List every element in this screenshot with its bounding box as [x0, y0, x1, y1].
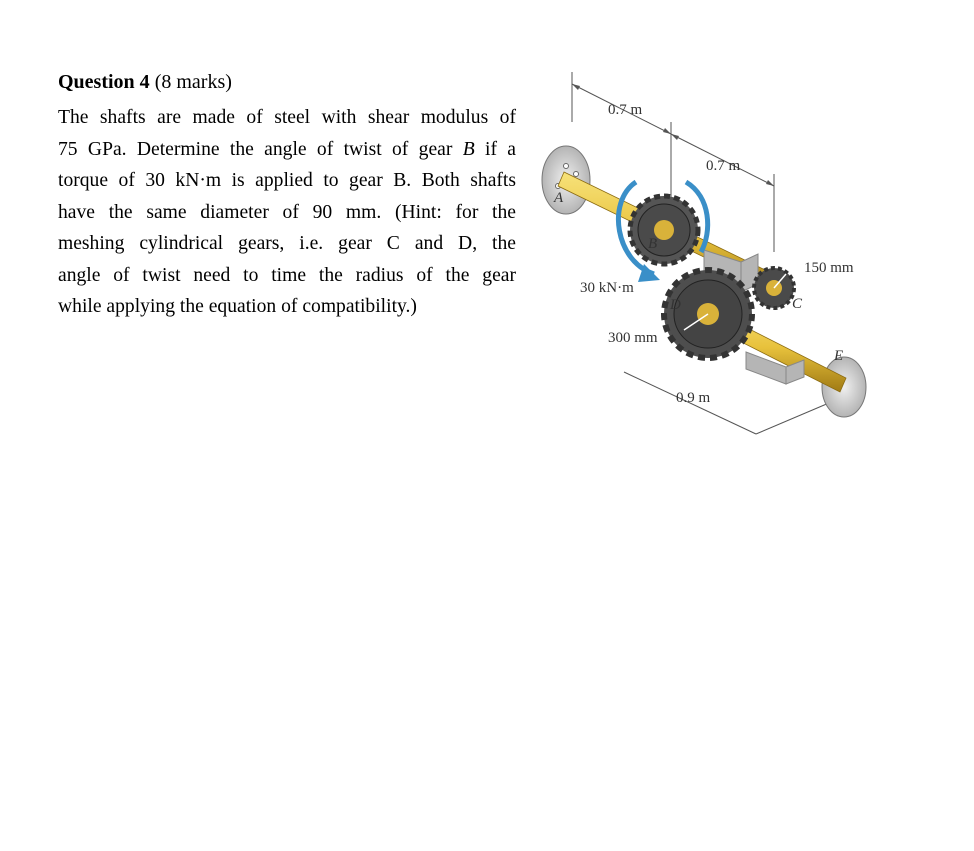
question-number: Question 4 — [58, 71, 150, 93]
label-e: E — [834, 348, 844, 364]
dim-de-label: 0.9 m — [676, 390, 711, 406]
question-line-6: angle of twist need to time the radius of the gear — [58, 264, 516, 286]
label-d: D — [670, 297, 681, 313]
dim-ab-label: 0.7 m — [608, 102, 643, 118]
wall-support-e — [822, 357, 866, 417]
question-line-7: while applying the equation of compatibility.) — [58, 296, 417, 317]
question-line-3: torque of 30 kN·m is applied to gear B. Both shafts — [58, 170, 516, 191]
question-marks: (8 marks) — [154, 71, 232, 93]
label-a: A — [554, 190, 564, 206]
question-line-4: have the same diameter of 90 mm. (Hint: for the — [58, 201, 516, 223]
radius-d-label: 300 mm — [608, 330, 658, 346]
question-line-5: meshing cylindrical gears, i.e. gear C and D, the — [58, 233, 516, 254]
question-heading — [58, 68, 232, 96]
torque-label: 30 kN·m — [580, 280, 634, 296]
radius-c-label: 150 mm — [804, 260, 854, 276]
gear-b — [630, 196, 698, 264]
dim-bc-label: 0.7 m — [706, 158, 741, 174]
shaft-gear-figure — [536, 62, 881, 452]
question-line-1: The shafts are made of steel with shear modulus of — [58, 107, 516, 128]
label-c: C — [792, 296, 803, 312]
question-body — [58, 102, 516, 323]
question-line-2: 75 GPa. Determine the angle of twist of gear B if a — [58, 138, 516, 160]
label-b: B — [648, 236, 658, 252]
